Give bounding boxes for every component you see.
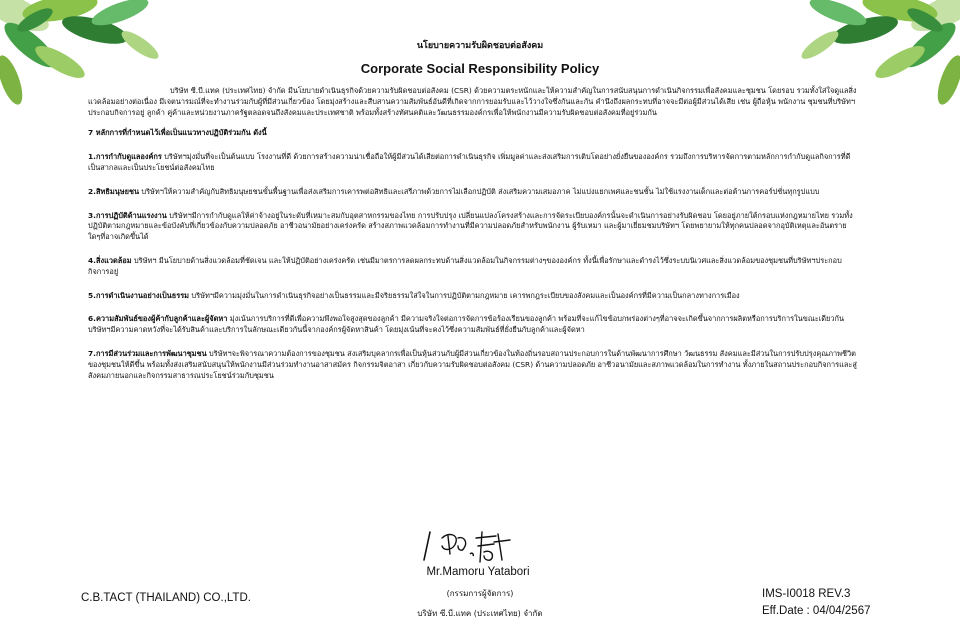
principle-title: 6.ความสัมพันธ์ของผู้ค้ากับลูกค้าและผู้จัดหา [88, 314, 228, 324]
document-control-info [762, 586, 870, 620]
principle-text: บริษัทฯมีการกำกับดูแลให้ค่าจ้างอยู่ในระดับที่เหมาะสมกับอุตสาหกรรมของไทย การปรับปรุง เปลี่ยนแปลงโครงสร้างและการจัดระเบียบองค์กรนั้นจะดำเนินการอย่างรับผิดชอบ โดยอยู่ภายใต้กรอบแห่งกฎหมายไทย รวมทั้งปฏิบัติตามกฎหมายและข้อบังคับที่เกี่ยวข้องกับความปลอดภัย อาชีวอนามัยอย่างเคร่งครัด สร้างสภาพแวดล้อมการทำงานที่มีความปลอดภัยสำหรับพนักงาน ผู้รับเหมา และผู้มาเยี่ยมชมบริษัทฯ โดยพยายามให้ทุกคนปลอดจากอุบัติเหตุและอันตรายใดๆที่อาจเกิดขึ้นได้ [88, 210, 853, 242]
principle-title: 1.การกำกับดูแลองค์กร [88, 152, 162, 162]
principle-title: 3.การปฏิบัติด้านแรงงาน [88, 210, 167, 220]
principle-item [88, 349, 858, 381]
principle-item [88, 291, 858, 302]
principles-heading: 7 หลักการที่กำหนดไว้เพื่อเป็นแนวทางปฏิบัติร่วมกัน ดังนี้ [88, 128, 267, 138]
principle-text: บริษัทฯ มีนโยบายด้านสิ่งแวดล้อมที่ชัดเจน และให้ปฏิบัติอย่างเคร่งครัด เช่นมีมาตรการลดผลกระทบด้านสิ่งแวดล้อมในกิจกรรมต่างๆขององค์กร ทั้งนี้เพื่อรักษาและดำรงไว้ซึ่งระบบนิเวศและสิ่งแวดล้อมของชุมชนที่บริษัทฯประกอบกิจการอยู่ [88, 255, 842, 276]
principle-title: 2.สิทธิมนุษยชน [88, 186, 140, 196]
principle-item [88, 187, 858, 198]
policy-title-english: Corporate Social Responsibility Policy [360, 61, 600, 76]
principle-text: บริษัทฯมุ่งมั่นที่จะเป็นต้นแบบ โรงงานที่ดี ด้วยการสร้างความน่าเชื่อถือให้ผู้มีส่วนได้เสียต่อการดำเนินธุรกิจ เพิ่มมูลค่าและส่งเสริมการเติบโตอย่างยั่งยืนขององค์กร รวมถึงการบริหารจัดการตามหลักการกำกับดูแลกิจการที่ดีเป็นสากลและเป็นประโยชน์ต่อสังคมไทย [88, 152, 851, 172]
principle-title: 4.สิ่งแวดล้อม [88, 255, 132, 265]
intro-paragraph: บริษัท ซี.บี.แทค (ประเทศไทย) จำกัด มีนโยบายดำเนินธุรกิจด้วยความรับผิดชอบต่อสังคม (CSR) ด้วยความตระหนักและให้ความสำคัญในการสนับสนุนการดำเนินกิจกรรมเพื่อสังคมและชุมชน โดยรอบ รวมทั้งใส่ใจดูแลสิ่งแวดล้อมอย่างต่อเนื่อง มีเจตนารมณ์ที่จะทำงานร่วมกับผู้ที่มีส่วนเกี่ยวข้อง โดยมุ่งสร้างและสืบสานความสัมพันธ์อันดีที่เกิดจากการยอมรับและไว้วางใจซึ่งกันและกัน คำนึงถึงผลกระทบที่อาจจะมีต่อผู้มีส่วนได้เสีย เช่น ผู้ถือหุ้น พนักงาน ชุมชนที่บริษัทฯประกอบกิจการอยู่ ลูกค้า คู่ค้าและหน่วยงานภาครัฐตลอดจนถึงสังคมและประเทศชาติ พร้อมทั้งสร้างทัศนคติและวัฒนธรรมองค์กรเพื่อให้พนักงานมีความรับผิดชอบต่อสังคมที่อยู่ร่วมกัน [88, 86, 857, 117]
principle-text: บริษัทฯให้ความสำคัญกับสิทธิมนุษยชนขั้นพื้นฐานเพื่อส่งเสริมการเคารพต่อสิทธิและเสรีภาพด้วยการไม่เลือกปฏิบัติ ส่งเสริมความเสมอภาค ไม่แบ่งแยกเพศและชนชั้น ไม่ใช้แรงงานเด็กและต่อต้านการคอร์ปชั่นทุกรูปแบบ [139, 186, 820, 196]
principle-item [88, 152, 858, 174]
signer-position: (กรรมการผู้จัดการ) [446, 589, 514, 598]
policy-title-thai: นโยบายความรับผิดชอบต่อสังคม [416, 41, 544, 51]
principle-text: บริษัทฯจะพิจารณาความต้องการของชุมชน ส่งเสริมบุคลากรเพื่อเป็นหุ้นส่วนกับผู้มีส่วนเกี่ยวข้องในท้องถิ่นรอบสถานประกอบการในด้านพัฒนาการศึกษา วัฒนธรรม สังคมและมีส่วนในการปรับปรุงคุณภาพชีวิตของชุมชนให้ดีขึ้น พร้อมทั้งส่งเสริมสนับสนุนให้พนักงานมีส่วนร่วมทำงานอาสาสมัคร กิจกรรมจิตอาสา เกี่ยวกับความรับผิดชอบต่อสังคม (CSR) ด้านความปลอดภัย อาชีวอนามัยและสภาพแวดล้อมในการทำงาน ทั้งภายในสถานประกอบกิจการและสู่สังคมภายนอกและกิจกรรมสาธารณประโยชน์ร่วมกับชุมชน [88, 348, 857, 380]
document-number: IMS-I0018 REV.3 [762, 588, 851, 600]
signature-icon [418, 524, 548, 566]
company-name-english: C.B.TACT (THAILAND) CO.,LTD. [81, 592, 251, 604]
signer-name: Mr.Mamoru Yatabori [426, 566, 530, 578]
signer-company-thai: บริษัท ซี.บี.แทค (ประเทศไทย) จำกัด [417, 609, 543, 618]
principle-title: 7.การมีส่วนร่วมและการพัฒนาชุมชน [88, 348, 207, 358]
principle-item [88, 314, 858, 336]
principle-text: มุ่งเน้นการบริการที่ดีเพื่อความพึงพอใจสูงสุดของลูกค้า มีความจริงใจต่อการจัดการข้อร้องเรียนของลูกค้า พร้อมที่จะแก้ไขข้อบกพร่องต่างๆที่อาจจะเกิดขึ้นจากการผลิตหรือการบริการในขณะเดียวกัน บริษัทฯมีความคาดหวังที่จะได้รับสินค้าและบริการในลักษณะเดียวกันนี้จากองค์กรผู้จัดหาสินค้า โดยมุ่งเน้นที่จะคงไว้ซึ่งความสัมพันธ์ที่ยั่งยืนกับลูกค้าและผู้จัดหา [88, 314, 844, 335]
principle-item [88, 256, 858, 278]
policy-body [88, 86, 858, 381]
principle-title: 5.การดำเนินงานอย่างเป็นธรรม [88, 290, 190, 300]
effective-date: Eff.Date : 04/04/2567 [762, 605, 871, 617]
principle-item [88, 211, 858, 243]
principle-text: บริษัทฯมีความมุ่งมั่นในการดำเนินธุรกิจอย่างเป็นธรรมและมีจริยธรรมใส่ใจในการปฏิบัติตามกฎหมาย เคารพกฎระเบียบของสังคมและเป็นองค์กรที่มีความเป็นกลางทางการเมือง [189, 290, 740, 300]
